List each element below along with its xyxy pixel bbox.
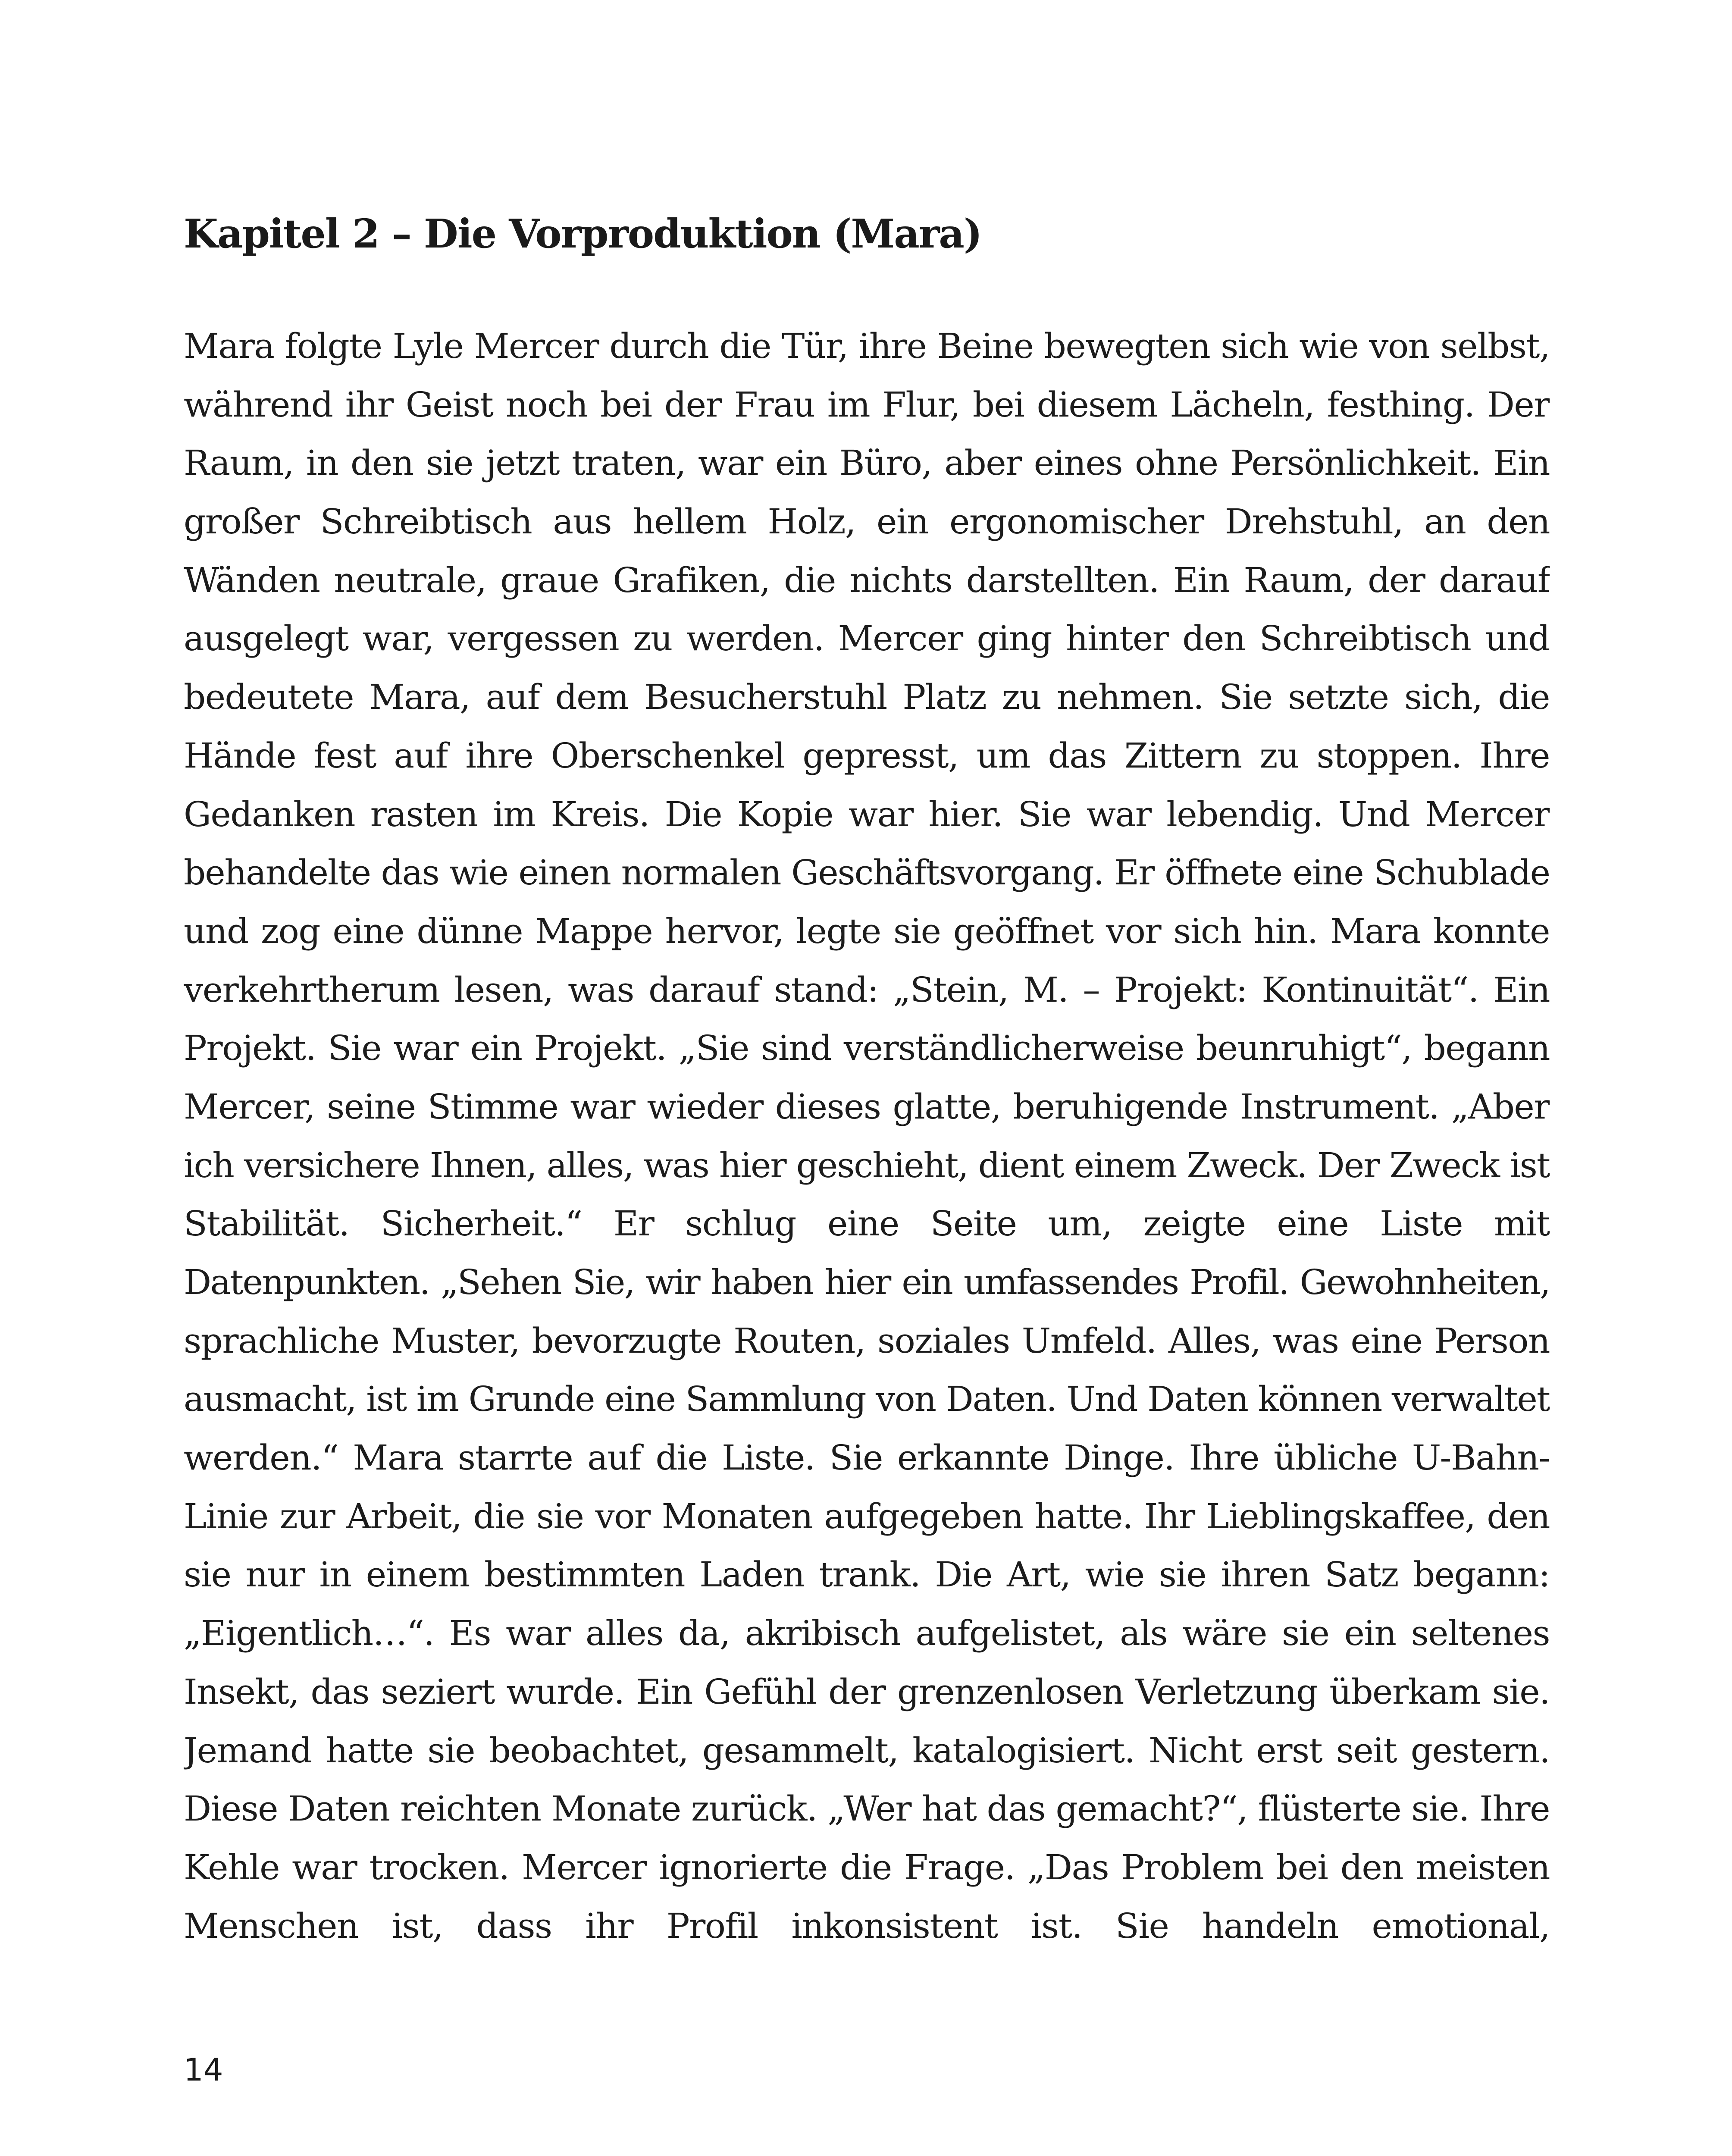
text-line: Projekt. Sie war ein Projekt. „Sie sind verständlicherweise beunruhigt“, begann	[184, 1028, 1550, 1069]
text-line: bedeutete Mara, auf dem Besucherstuhl Platz zu nehmen. Sie setzte sich, die	[184, 677, 1550, 718]
text-line: Gedanken rasten im Kreis. Die Kopie war hier. Sie war lebendig. Und Mercer	[184, 794, 1550, 834]
body-paragraph	[184, 317, 1550, 1955]
text-line: Hände fest auf ihre Oberschenkel gepresst, um das Zittern zu stoppen. Ihre	[184, 735, 1550, 776]
page-number: 14	[184, 2052, 223, 2088]
text-line: Insekt, das seziert wurde. Ein Gefühl der grenzenlosen Verletzung überkam sie.	[184, 1671, 1550, 1712]
text-line: behandelte das wie einen normalen Geschäftsvorgang. Er öffnete eine Schublade	[184, 852, 1550, 893]
text-line: großer Schreibtisch aus hellem Holz, ein ergonomischer Drehstuhl, an den	[184, 501, 1550, 542]
text-line: Menschen ist, dass ihr Profil inkonsistent ist. Sie handeln emotional,	[184, 1905, 1550, 1946]
text-line: ich versichere Ihnen, alles, was hier geschieht, dient einem Zweck. Der Zweck ist	[184, 1145, 1550, 1185]
text-line: Jemand hatte sie beobachtet, gesammelt, katalogisiert. Nicht erst seit gestern.	[184, 1730, 1550, 1771]
text-line: Mercer, seine Stimme war wieder dieses glatte, beruhigende Instrument. „Aber	[184, 1086, 1550, 1127]
text-line: Mara folgte Lyle Mercer durch die Tür, ihre Beine bewegten sich wie von selbst,	[184, 326, 1550, 366]
text-line: sie nur in einem bestimmten Laden trank. Die Art, wie sie ihren Satz begann:	[184, 1554, 1550, 1595]
chapter-title: Kapitel 2 – Die Vorproduktion (Mara)	[184, 210, 982, 257]
text-line: Diese Daten reichten Monate zurück. „Wer hat das gemacht?“, flüsterte sie. Ihre	[184, 1789, 1550, 1829]
text-line: verkehrtherum lesen, was darauf stand: „Stein, M. – Projekt: Kontinuität“. Ein	[184, 969, 1550, 1010]
text-line: „Eigentlich…“. Es war alles da, akribisch aufgelistet, als wäre sie ein seltenes	[184, 1613, 1550, 1654]
text-line: Datenpunkten. „Sehen Sie, wir haben hier ein umfassendes Profil. Gewohnheiten,	[184, 1262, 1550, 1302]
text-line: während ihr Geist noch bei der Frau im Flur, bei diesem Lächeln, festhing. Der	[184, 384, 1550, 425]
text-line: Wänden neutrale, graue Grafiken, die nichts darstellten. Ein Raum, der darauf	[184, 560, 1550, 600]
text-line: Raum, in den sie jetzt traten, war ein Büro, aber eines ohne Persönlichkeit. Ein	[184, 443, 1550, 483]
text-line: ausgelegt war, vergessen zu werden. Mercer ging hinter den Schreibtisch und	[184, 618, 1550, 659]
text-line: Stabilität. Sicherheit.“ Er schlug eine Seite um, zeigte eine Liste mit	[184, 1203, 1550, 1244]
text-line: sprachliche Muster, bevorzugte Routen, soziales Umfeld. Alles, was eine Person	[184, 1320, 1550, 1361]
text-line: ausmacht, ist im Grunde eine Sammlung von Daten. Und Daten können verwaltet	[184, 1379, 1550, 1420]
text-line: werden.“ Mara starrte auf die Liste. Sie erkannte Dinge. Ihre übliche U-Bahn-	[184, 1438, 1550, 1478]
text-line: Kehle war trocken. Mercer ignorierte die Frage. „Das Problem bei den meisten	[184, 1847, 1550, 1887]
text-line: und zog eine dünne Mappe hervor, legte sie geöffnet vor sich hin. Mara konnte	[184, 911, 1550, 951]
text-line: Linie zur Arbeit, die sie vor Monaten aufgegeben hatte. Ihr Lieblingskaffee, den	[184, 1496, 1550, 1536]
